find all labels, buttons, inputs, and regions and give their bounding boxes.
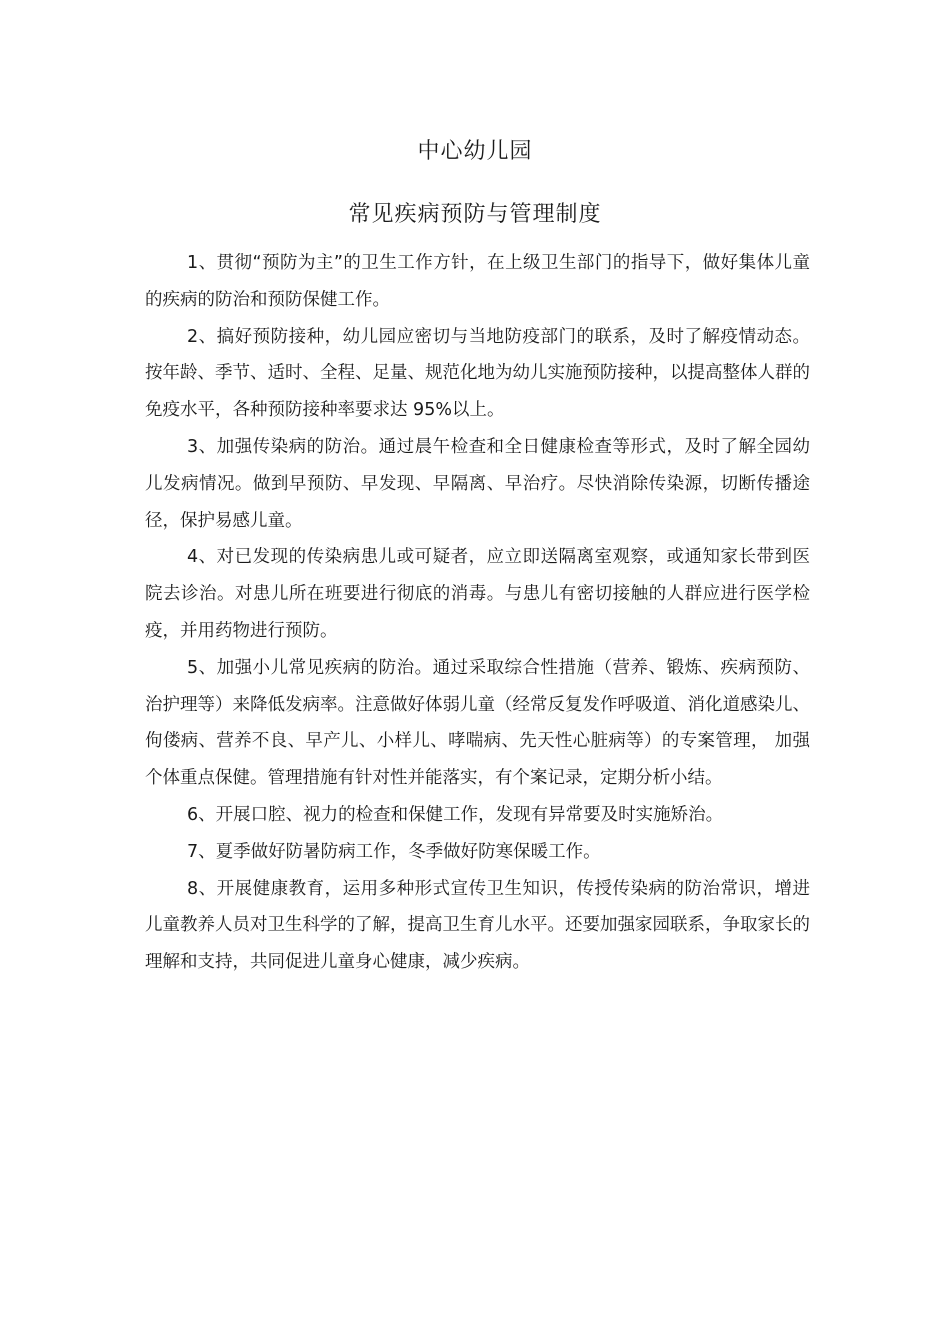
paragraph-7: 7、夏季做好防暑防病工作，冬季做好防寒保暖工作。 xyxy=(187,841,601,862)
paragraph-3: 3、加强传染病的防治。通过晨午检查和全日健康检查等形式，及时了解全园幼儿发病情况。做到早预防、早发现、早隔离、早治疗。尽快消除传染源，切断传播途径，保护易感儿童。 xyxy=(145,436,810,531)
paragraph-5: 5、加强小儿常见疾病的防治。通过采取综合性措施（营养、锻炼、疾病预防、 治护理等）来降低发病率。注意做好体弱儿童（经常反复发作呼吸道、消化道感染儿、佝偻病、营养不良、早产儿、小样儿、哮喘病、先天性心脏病等）的专案管理， 加强个体重点保健。管理措施有针对性并能落实，有个案记录，定期分析小结。 xyxy=(145,657,810,789)
school-name: 中心幼儿园 xyxy=(417,139,533,164)
document-title: 常见疾病预防与管理制度 xyxy=(348,202,602,227)
paragraph-6: 6、开展口腔、视力的检查和保健工作，发现有异常要及时实施矫治。 xyxy=(187,804,724,825)
document-body xyxy=(145,245,810,981)
paragraph-4: 4、对已发现的传染病患儿或可疑者，应立即送隔离室观察，或通知家长带到医院去诊治。对患儿所在班要进行彻底的消毒。与患儿有密切接触的人群应进行医学检疫，并用药物进行预防。 xyxy=(145,547,810,641)
paragraph-1: 1、贯彻“预防为主”的卫生工作方针，在上级卫生部门的指导下，做好集体儿童的疾病的防治和预防保健工作。 xyxy=(145,253,810,310)
paragraph-8: 8、开展健康教育，运用多种形式宣传卫生知识，传授传染病的防治常识，增进儿童教养人员对卫生科学的了解，提高卫生育儿水平。还要加强家园联系，争取家长的理解和支持，共同促进儿童身心健康，减少疾病。 xyxy=(145,878,810,973)
paragraph-2: 2、搞好预防接种，幼儿园应密切与当地防疫部门的联系，及时了解疫情动态。按年龄、季节、适时、全程、足量、规范化地为幼儿实施预防接种，以提高整体人群的免疫水平，各种预防接种率要求达 95%以上。 xyxy=(145,326,810,421)
